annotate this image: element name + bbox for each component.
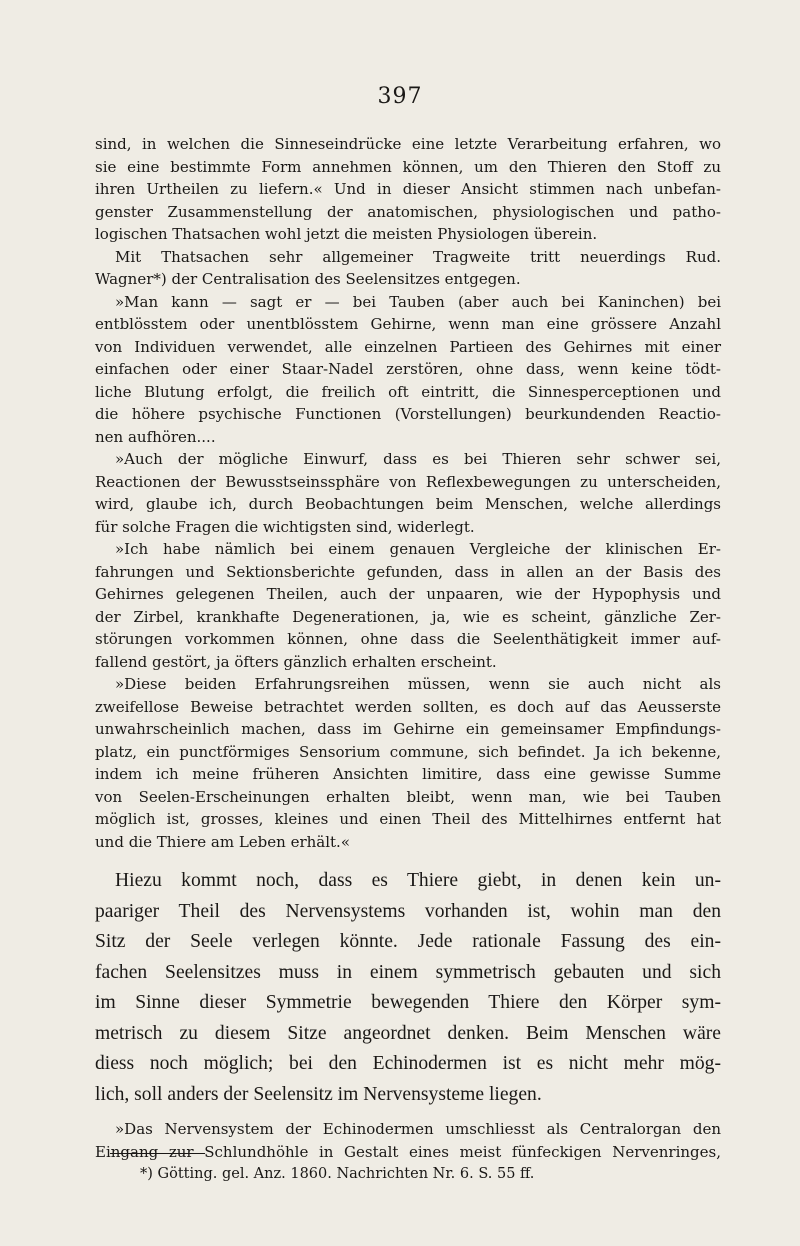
text-line: störungen vorkommen können, ohne dass die Seelenthätigkeit immer auf- — [95, 630, 721, 648]
text-line: »Auch der mögliche Einwurf, dass es bei Thieren sehr schwer sei, — [115, 450, 721, 468]
text-line: Eingang zur Schlundhöhle in Gestalt eines meist fünfeckigen Nervenringes, — [95, 1142, 721, 1161]
page-number: 397 — [377, 84, 423, 109]
text-line: metrisch zu diesem Sitze angeordnet denken. Beim Menschen wäre — [95, 1022, 721, 1044]
text-line: fachen Seelensitzes muss in einem symmetrisch gebauten und sich — [95, 961, 721, 983]
text-line: logischen Thatsachen wohl jetzt die meisten Physiologen überein. — [95, 225, 598, 243]
text-line: Hiezu kommt noch, dass es Thiere giebt, in denen kein un- — [115, 870, 721, 891]
text-line: und die Thiere am Leben erhält.« — [95, 832, 350, 851]
text-line: »Ich habe nämlich bei einem genauen Vergleiche der klinischen Er- — [115, 540, 721, 558]
footnote-divider — [110, 1153, 205, 1154]
text-line: Mit Thatsachen sehr allgemeiner Tragweite tritt neuerdings Rud. — [115, 247, 721, 266]
text-line: sind, in welchen die Sinneseindrücke eine letzte Verarbeitung erfahren, wo — [95, 135, 721, 153]
text-line: der Zirbel, krankhafte Degenerationen, ja, wie es scheint, gänzliche Zer- — [95, 607, 721, 626]
footnote: *) Götting. gel. Anz. 1860. Nachrichten Nr. 6. S. 55 ff. — [140, 1166, 535, 1182]
quoted-passage — [95, 133, 721, 853]
text-line: entblösstem oder unentblösstem Gehirne, wenn man eine grössere Anzahl — [95, 315, 721, 333]
text-line: sie eine bestimmte Form annehmen können, um den Thieren den Stoff zu — [95, 157, 721, 176]
text-line: Sitz der Seele verlegen könnte. Jede rationale Fassung des ein- — [95, 931, 721, 952]
text-line: ihren Urtheilen zu liefern.« Und in dieser Ansicht stimmen nach unbefan- — [95, 180, 721, 198]
text-line: im Sinne dieser Symmetrie bewegenden Thiere den Körper sym- — [95, 992, 721, 1013]
text-line: Gehirnes gelegenen Theilen, auch der unpaaren, wie der Hypophysis und — [95, 585, 721, 603]
text-line: zweifellose Beweise betrachtet werden sollten, es doch auf das Aeusserste — [95, 697, 721, 716]
text-line: »Man kann — sagt er — bei Tauben (aber auch bei Kaninchen) bei — [115, 292, 721, 311]
text-line: indem ich meine früheren Ansichten limitire, dass eine gewisse Summe — [95, 765, 721, 783]
text-line: Wagner*) der Centralisation des Seelensitzes entgegen. — [95, 270, 521, 288]
text-line: die höhere psychische Functionen (Vorstellungen) beurkundenden Reactio- — [95, 405, 721, 423]
text-line: einfachen oder einer Staar-Nadel zerstören, ohne dass, wenn keine tödt- — [95, 360, 721, 378]
text-line: platz, ein punctförmiges Sensorium commune, sich befindet. Ja ich bekenne, — [95, 742, 721, 761]
text-line: nen aufhören.... — [95, 427, 216, 446]
text-line: wird, glaube ich, durch Beobachtungen beim Menschen, welche allerdings — [95, 495, 721, 513]
text-line: von Individuen verwendet, alle einzelnen Partieen des Gehirnes mit einer — [95, 337, 721, 356]
closing-quote — [95, 1118, 721, 1163]
text-line: lich, soll anders der Seelensitz im Nervensysteme liegen. — [95, 1083, 542, 1105]
text-line: diess noch möglich; bei den Echinodermen ist es nicht mehr mög- — [95, 1053, 721, 1074]
text-line: genster Zusammenstellung der anatomischen, physiologischen und patho- — [95, 202, 721, 221]
text-line: für solche Fragen die wichtigsten sind, widerlegt. — [95, 517, 475, 536]
text-line: fallend gestört, ja öfters gänzlich erhalten erscheint. — [95, 652, 497, 671]
text-line: möglich ist, grosses, kleines und einen Theil des Mittelhirnes entfernt hat — [95, 810, 721, 828]
text-line: liche Blutung erfolgt, die freilich oft eintritt, die Sinnesperceptionen und — [95, 382, 721, 401]
text-line: fahrungen und Sektionsberichte gefunden, dass in allen an der Basis des — [95, 562, 721, 581]
text-line: unwahrscheinlich machen, dass im Gehirne ein gemeinsamer Empfindungs- — [95, 720, 721, 738]
text-line: Reactionen der Bewusstseinssphäre von Reflexbewegungen zu unterscheiden, — [95, 472, 721, 491]
text-line: von Seelen-Erscheinungen erhalten bleibt, wenn man, wie bei Tauben — [95, 787, 721, 806]
text-line: paariger Theil des Nervensystems vorhanden ist, wohin man den — [95, 900, 721, 922]
text-line: »Das Nervensystem der Echinodermen umschliesst als Centralorgan den — [115, 1120, 721, 1138]
text-line: »Diese beiden Erfahrungsreihen müssen, wenn sie auch nicht als — [115, 675, 721, 693]
main-paragraph — [95, 866, 721, 1110]
